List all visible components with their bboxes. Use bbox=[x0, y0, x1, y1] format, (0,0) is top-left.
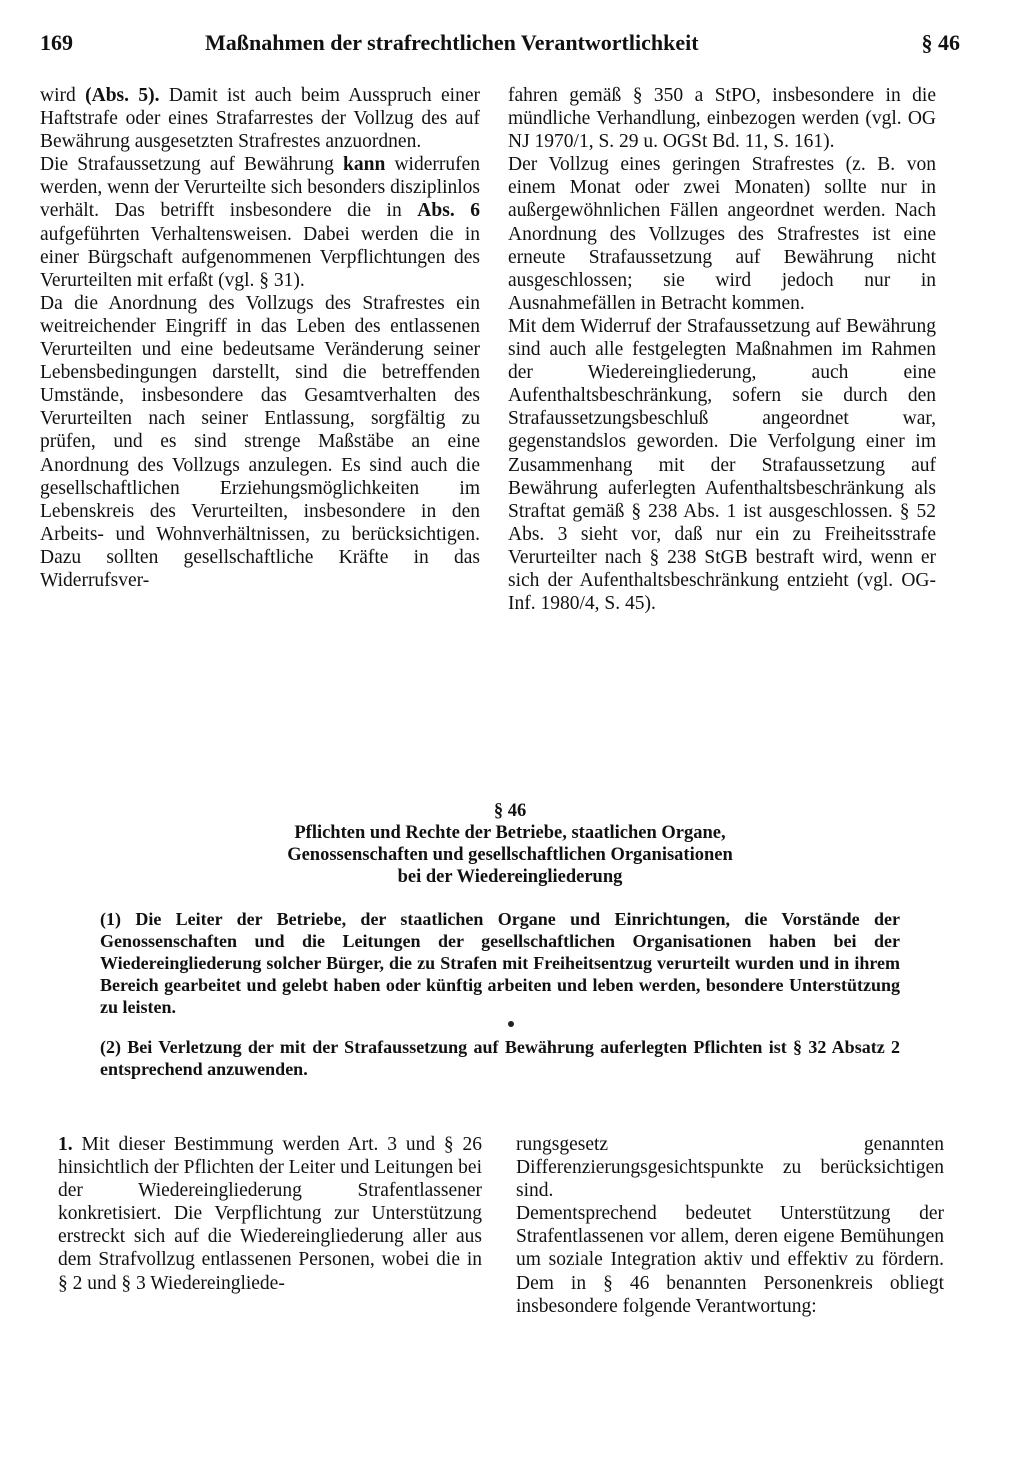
text-run: wird bbox=[40, 85, 86, 106]
top-left-column bbox=[40, 84, 480, 592]
running-title: Maßnahmen der strafrechtlichen Verantwortlichkeit bbox=[205, 30, 699, 55]
section-title-line: Genossenschaften und gesellschaftlichen Organisationen bbox=[287, 845, 733, 865]
running-section: § 46 bbox=[921, 30, 960, 55]
bottom-left-column bbox=[58, 1133, 482, 1295]
paragraph bbox=[58, 1133, 482, 1295]
text-run: Mit dieser Bestimmung werden Art. 3 und § 26 hinsichtlich der Pflichten der Leiter und Leitungen bei der Wiedereingliederung Strafentlassener konkretisiert. Die Verpflichtung zur Unterstützung erstreckt sich auf die Wiedereingliederung aller aus dem Strafvollzug entlassenen Personen, wobei die in § 2 und § 3 Wiedereingliede- bbox=[58, 1134, 482, 1294]
page-header bbox=[40, 30, 990, 64]
annotation-number: 1. bbox=[58, 1134, 73, 1155]
text-run: aufgeführten Verhaltensweisen. Dabei werden die in einer Bürgschaft aufgenommenen Verpflichtungen des Verurteilten mit erfaßt (vgl. § 31). bbox=[40, 223, 480, 291]
section-title-line: bei der Wiedereingliederung bbox=[397, 867, 623, 887]
top-right-column bbox=[508, 84, 936, 615]
paragraph: Der Vollzug eines geringen Strafrestes (z. B. von einem Monat oder zwei Monaten) sollte nur in außergewöhnlichen Fällen angeordnet werden. Nach Anordnung des Vollzuges des Strafrestes ist eine erneute Strafaussetzung auf Bewährung nicht ausgeschlossen; sie wird jedoch nur in Ausnahmefällen in Betracht kommen. bbox=[508, 154, 936, 314]
paragraph: fahren gemäß § 350 a StPO, insbesondere in die mündliche Verhandlung, einbezogen werden (vgl. OG NJ 1970/1, S. 29 u. OGSt Bd. 11, S. 161). bbox=[508, 85, 936, 153]
paragraph: Mit dem Widerruf der Strafaussetzung auf Bewährung sind auch alle festgelegten Maßnahmen im Rahmen der Wiedereingliederung, auch eine Aufenthaltsbeschränkung, sofern sie durch den Strafaussetzungsbeschluß angeordnet war, gegenstandslos geworden. Die Verfolgung einer im Zusammenhang mit der Strafaussetzung auf Bewährung auferlegten Aufenthaltsbeschränkung als Straftat gemäß § 238 Abs. 1 ist ausgeschlossen. § 52 Abs. 3 sieht vor, daß nur ein zu Freiheitsstrafe Verurteilter nach § 238 StGB bestraft wird, wenn er sich der Aufenthaltsbeschränkung entzieht (vgl. OG-Inf. 1980/4, S. 45). bbox=[508, 315, 936, 615]
bold-ref: Abs. 6 bbox=[417, 200, 480, 222]
section-title-line: Pflichten und Rechte der Betriebe, staatlichen Organe, bbox=[294, 823, 726, 843]
paragraph: Da die Anordnung des Vollzugs des Strafrestes ein weitreichender Eingriff in das Leben des entlassenen Verurteilten und eine bedeutsame Veränderung seiner Lebensbedingungen darstellt, sind die betreffenden Umstände, insbesondere das Gesamtverhalten des Verurteilten nach seiner Entlassung, sorgfältig zu prüfen, und es sind strenge Maßstäbe an eine Anordnung des Vollzugs anzulegen. Es sind auch die gesellschaftlichen Erziehungsmöglichkeiten im Lebenskreis des Verurteilten, insbesondere in den Arbeits- und Wohnverhältnissen, zu berücksichtigen. Dazu sollten gesellschaftliche Kräfte in das Widerrufsver- bbox=[40, 292, 480, 591]
law-paragraph-2 bbox=[100, 1036, 900, 1080]
bold-ref: (Abs. 5). bbox=[85, 85, 160, 106]
law-paragraph-1 bbox=[100, 908, 900, 1018]
text-run: widerrufen werden, wenn der Verurteilte sich besonders disziplinlos verhält. Das betrifft insbesondere die in bbox=[40, 154, 480, 222]
paragraph bbox=[40, 84, 480, 153]
text-run: Damit ist auch beim Ausspruch einer Haftstrafe oder eines Strafarrestes der Vollzug des auf Bewährung ausgesetzten Strafrestes anzuordnen. bbox=[40, 85, 480, 153]
text-run: Die Strafaussetzung auf Bewährung bbox=[40, 154, 343, 176]
bottom-right-column bbox=[516, 1133, 944, 1318]
paragraph: Dementsprechend bedeutet Unterstützung der Strafentlassenen vor allem, deren eigene Bemühungen um soziale Integration aktiv und effektiv zu fördern. Dem in § 46 benannten Personenkreis obliegt insbesondere folgende Verantwortung: bbox=[516, 1203, 944, 1317]
paragraph: rungsgesetz genannten Differenzierungsgesichtspunkte zu berücksichtigen sind. bbox=[516, 1134, 944, 1202]
bold-word: kann bbox=[343, 154, 386, 176]
section-number: § 46 bbox=[493, 801, 527, 821]
separator-dot bbox=[508, 1021, 514, 1027]
section-heading bbox=[150, 800, 870, 888]
paragraph bbox=[40, 153, 480, 292]
law-text: (1) Die Leiter der Betriebe, der staatlichen Organe und Einrichtungen, die Vorstände der Genossenschaften und die Leitungen der gesellschaftlichen Organisationen haben bei der Wiedereingliederung solcher Bürger, die zu Strafen mit Freiheitsentzug verurteilt wurden und in ihrem Bereich gearbeitet und gelebt haben oder künftig arbeiten und leben werden, besondere Unterstützung zu leisten. bbox=[100, 909, 900, 1017]
page-number: 169 bbox=[40, 30, 73, 55]
law-text: (2) Bei Verletzung der mit der Strafaussetzung auf Bewährung auferlegten Pflichten ist § 32 Absatz 2 entsprechend anzuwenden. bbox=[100, 1037, 900, 1079]
